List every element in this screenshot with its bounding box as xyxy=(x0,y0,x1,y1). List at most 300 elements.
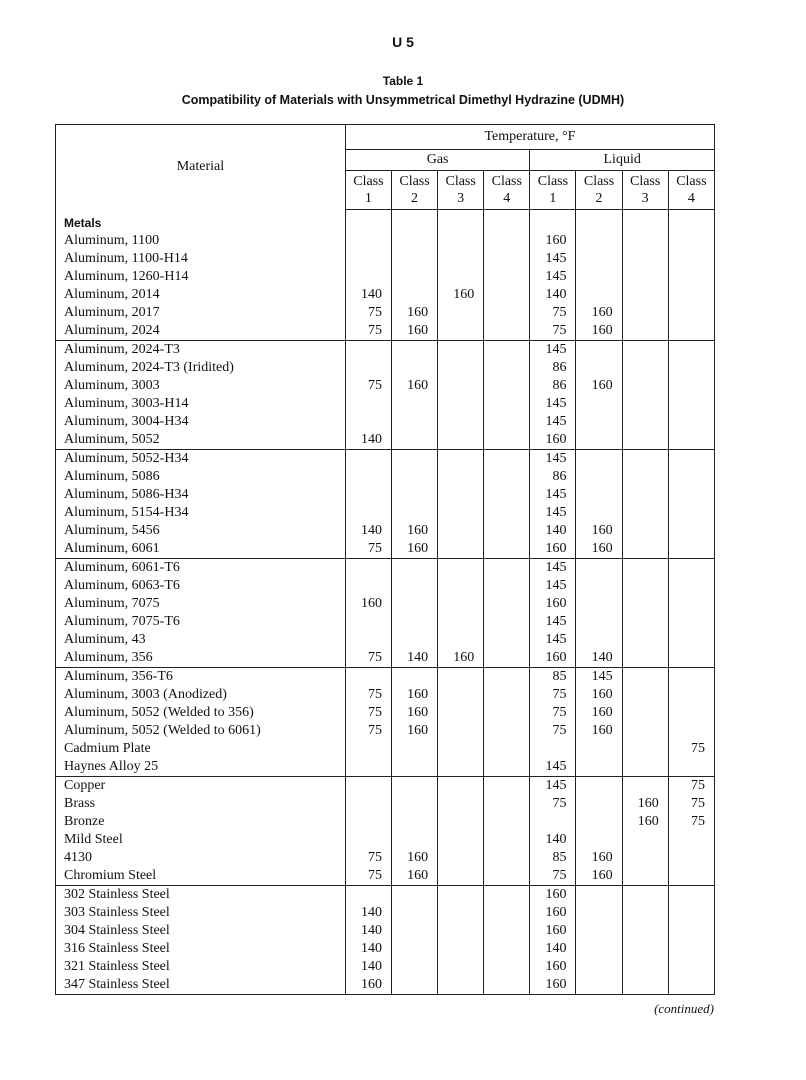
temperature-value xyxy=(438,232,484,250)
temperature-value: 75 xyxy=(345,540,391,559)
gas-class-header: Class 2 xyxy=(391,171,437,210)
temperature-value xyxy=(484,849,530,867)
table-row xyxy=(56,958,715,976)
temperature-value: 140 xyxy=(530,522,576,540)
temperature-value: 75 xyxy=(530,686,576,704)
temperature-value xyxy=(391,468,437,486)
temperature-value: 140 xyxy=(530,831,576,849)
temperature-value xyxy=(391,395,437,413)
temperature-value xyxy=(484,886,530,905)
temperature-value xyxy=(622,450,668,469)
temperature-value xyxy=(391,504,437,522)
temperature-value xyxy=(668,922,714,940)
temperature-value: 160 xyxy=(391,304,437,322)
temperature-value: 86 xyxy=(530,359,576,377)
material-name: Aluminum, 5154-H34 xyxy=(64,505,189,520)
temperature-value xyxy=(438,304,484,322)
temperature-value xyxy=(622,649,668,668)
continued-note: (continued) xyxy=(654,1001,714,1016)
temperature-value: 75 xyxy=(530,867,576,886)
temperature-value xyxy=(668,559,714,578)
temperature-value xyxy=(622,395,668,413)
temperature-value xyxy=(622,758,668,777)
temperature-value: 160 xyxy=(530,886,576,905)
temperature-value xyxy=(391,359,437,377)
material-name: Cadmium Plate xyxy=(64,741,151,756)
temperature-value xyxy=(438,522,484,540)
table-row xyxy=(56,631,715,649)
table-row xyxy=(56,976,715,995)
table-row xyxy=(56,795,715,813)
temperature-value xyxy=(622,577,668,595)
temperature-value xyxy=(576,940,622,958)
temperature-value xyxy=(438,431,484,450)
temperature-value xyxy=(484,504,530,522)
temperature-value xyxy=(622,631,668,649)
temperature-value xyxy=(438,668,484,687)
table-number: Table 1 xyxy=(382,74,424,88)
liquid-class-header: Class 3 xyxy=(622,171,668,210)
temperature-value xyxy=(391,613,437,631)
material-name: Aluminum, 2017 xyxy=(64,305,160,320)
temperature-value xyxy=(345,341,391,360)
temperature-value xyxy=(576,813,622,831)
temperature-value xyxy=(484,940,530,958)
table-row xyxy=(56,431,715,450)
temperature-value xyxy=(345,795,391,813)
temperature-value: 160 xyxy=(391,322,437,341)
temperature-value: 160 xyxy=(391,704,437,722)
temperature-value xyxy=(668,649,714,668)
temperature-value xyxy=(484,649,530,668)
temperature-value xyxy=(576,976,622,995)
temperature-value xyxy=(576,740,622,758)
material-name: Aluminum, 2014 xyxy=(64,287,160,302)
temperature-value xyxy=(668,232,714,250)
temperature-value: 160 xyxy=(576,722,622,740)
temperature-value xyxy=(576,359,622,377)
table-row xyxy=(56,740,715,758)
temperature-value xyxy=(576,486,622,504)
temperature-value xyxy=(484,595,530,613)
temperature-value xyxy=(622,431,668,450)
table-title: Compatibility of Materials with Unsymmetrical Dimethyl Hydrazine (UDMH) xyxy=(181,93,625,107)
temperature-value: 145 xyxy=(530,559,576,578)
material-name: Aluminum, 1100-H14 xyxy=(64,251,188,266)
temperature-value: 75 xyxy=(345,686,391,704)
liquid-class-header: Class 1 xyxy=(530,171,576,210)
temperature-value xyxy=(668,686,714,704)
temperature-value xyxy=(622,304,668,322)
temperature-value xyxy=(576,886,622,905)
temperature-value: 145 xyxy=(530,777,576,796)
temperature-value: 75 xyxy=(345,649,391,668)
page-number: U 5 xyxy=(392,34,414,50)
temperature-value: 140 xyxy=(530,286,576,304)
table-row xyxy=(56,522,715,540)
temperature-value xyxy=(576,777,622,796)
table-row xyxy=(56,831,715,849)
temperature-value xyxy=(438,613,484,631)
temperature-value xyxy=(622,322,668,341)
temperature-value xyxy=(438,813,484,831)
temperature-value: 160 xyxy=(622,795,668,813)
material-name: 4130 xyxy=(64,850,92,865)
temperature-value xyxy=(576,758,622,777)
temperature-value xyxy=(576,450,622,469)
temperature-value xyxy=(484,304,530,322)
material-name: Aluminum, 3003 (Anodized) xyxy=(64,687,227,702)
temperature-value xyxy=(391,886,437,905)
temperature-value xyxy=(622,922,668,940)
temperature-value xyxy=(438,250,484,268)
temperature-value xyxy=(668,613,714,631)
temperature-value: 160 xyxy=(530,540,576,559)
table-row xyxy=(56,486,715,504)
temperature-value xyxy=(484,232,530,250)
temperature-value xyxy=(391,577,437,595)
temperature-value xyxy=(622,904,668,922)
temperature-value xyxy=(484,486,530,504)
temperature-value xyxy=(438,722,484,740)
temperature-value xyxy=(668,486,714,504)
temperature-value xyxy=(668,704,714,722)
liquid-header: Liquid xyxy=(530,150,715,171)
temperature-value xyxy=(622,286,668,304)
temperature-value xyxy=(668,304,714,322)
temperature-value xyxy=(576,904,622,922)
material-name: Aluminum, 3003 xyxy=(64,378,160,393)
temperature-value xyxy=(345,631,391,649)
temperature-value xyxy=(668,722,714,740)
temperature-value: 140 xyxy=(345,940,391,958)
temperature-value xyxy=(622,468,668,486)
temperature-value: 145 xyxy=(530,758,576,777)
temperature-value xyxy=(391,486,437,504)
table-row xyxy=(56,286,715,304)
temperature-value: 160 xyxy=(438,286,484,304)
temperature-value xyxy=(438,577,484,595)
temperature-value xyxy=(668,413,714,431)
temperature-value xyxy=(668,250,714,268)
temperature-value xyxy=(576,958,622,976)
temperature-value xyxy=(345,450,391,469)
gas-header: Gas xyxy=(345,150,530,171)
temperature-value xyxy=(484,613,530,631)
temperature-value xyxy=(391,286,437,304)
material-name: Aluminum, 5086 xyxy=(64,469,160,484)
temperature-value xyxy=(484,813,530,831)
temperature-value xyxy=(622,668,668,687)
temperature-value xyxy=(391,777,437,796)
temperature-value xyxy=(484,904,530,922)
temperature-value xyxy=(484,668,530,687)
temperature-value: 75 xyxy=(345,867,391,886)
temperature-value xyxy=(438,468,484,486)
temperature-value: 160 xyxy=(438,649,484,668)
temperature-value xyxy=(622,777,668,796)
temperature-value xyxy=(438,704,484,722)
temperature-value: 160 xyxy=(576,540,622,559)
material-name: Aluminum, 2024 xyxy=(56,322,346,341)
table-row xyxy=(56,450,715,469)
temperature-value xyxy=(668,341,714,360)
temperature-value xyxy=(438,904,484,922)
temperature-value xyxy=(484,450,530,469)
temperature-value xyxy=(484,250,530,268)
table-row xyxy=(56,613,715,631)
temperature-value xyxy=(622,976,668,995)
temperature-value xyxy=(438,395,484,413)
table-row xyxy=(56,559,715,578)
temperature-value xyxy=(622,595,668,613)
temperature-value xyxy=(576,795,622,813)
temperature-value xyxy=(345,413,391,431)
temperature-value xyxy=(438,976,484,995)
temperature-value xyxy=(438,740,484,758)
temperature-value: 160 xyxy=(576,849,622,867)
temperature-value: 160 xyxy=(576,522,622,540)
material-name: Aluminum, 1260-H14 xyxy=(64,269,189,284)
temperature-value xyxy=(668,577,714,595)
temperature-value xyxy=(484,268,530,286)
temperature-value xyxy=(484,431,530,450)
temperature-value xyxy=(484,322,530,341)
temperature-value: 140 xyxy=(345,922,391,940)
temperature-value: 160 xyxy=(391,540,437,559)
temperature-value: 160 xyxy=(391,522,437,540)
temperature-value xyxy=(391,431,437,450)
temperature-value xyxy=(438,758,484,777)
temperature-value xyxy=(622,486,668,504)
temperature-value: 75 xyxy=(345,704,391,722)
material-name: Haynes Alloy 25 xyxy=(56,758,346,777)
table-row xyxy=(56,922,715,940)
temperature-value xyxy=(622,504,668,522)
table-row xyxy=(56,232,715,250)
material-name: Aluminum, 6061 xyxy=(56,540,346,559)
temperature-value xyxy=(391,922,437,940)
temperature-value xyxy=(484,631,530,649)
table-row xyxy=(56,867,715,886)
temperature-value: 160 xyxy=(530,922,576,940)
temperature-value: 140 xyxy=(391,649,437,668)
temperature-value xyxy=(345,359,391,377)
temperature-value: 160 xyxy=(576,377,622,395)
temperature-value xyxy=(391,450,437,469)
temperature-value xyxy=(438,867,484,886)
section-label: Metals xyxy=(64,216,102,230)
temperature-value: 75 xyxy=(530,722,576,740)
temperature-value xyxy=(622,831,668,849)
temperature-value xyxy=(484,686,530,704)
temperature-value xyxy=(391,595,437,613)
temperature-value: 160 xyxy=(530,649,576,668)
temperature-value xyxy=(438,849,484,867)
material-name: Aluminum, 2024-T3 (Iridited) xyxy=(64,360,234,375)
table-row xyxy=(56,904,715,922)
temperature-value xyxy=(576,831,622,849)
temperature-value: 145 xyxy=(530,250,576,268)
temperature-value xyxy=(576,232,622,250)
temperature-value xyxy=(438,958,484,976)
temperature-value: 75 xyxy=(345,849,391,867)
temperature-value xyxy=(484,958,530,976)
table-row xyxy=(56,886,715,905)
table-row xyxy=(56,377,715,395)
temperature-value: 85 xyxy=(530,668,576,687)
temperature-value xyxy=(576,431,622,450)
temperature-value xyxy=(668,595,714,613)
temperature-value xyxy=(622,849,668,867)
temperature-value xyxy=(484,976,530,995)
temperature-value xyxy=(668,286,714,304)
temperature-value xyxy=(391,940,437,958)
material-name: Aluminum, 7075-T6 xyxy=(64,614,180,629)
temperature-value xyxy=(576,577,622,595)
material-name: 347 Stainless Steel xyxy=(56,976,346,995)
temperature-value xyxy=(668,668,714,687)
temperature-value xyxy=(576,595,622,613)
temperature-value xyxy=(668,431,714,450)
material-name: 316 Stainless Steel xyxy=(64,941,170,956)
temperature-value xyxy=(345,777,391,796)
temperature-value xyxy=(668,958,714,976)
table-row xyxy=(56,577,715,595)
temperature-value xyxy=(391,758,437,777)
temperature-value xyxy=(484,559,530,578)
temperature-value: 160 xyxy=(530,958,576,976)
temperature-value xyxy=(484,831,530,849)
table-row xyxy=(56,758,715,777)
material-name: Aluminum, 7075 xyxy=(64,596,160,611)
temperature-value: 75 xyxy=(668,813,714,831)
temperature-value xyxy=(438,686,484,704)
temperature-value: 145 xyxy=(530,341,576,360)
temperature-value: 160 xyxy=(530,976,576,995)
temperature-value xyxy=(622,722,668,740)
temperature-value xyxy=(438,940,484,958)
temperature-value: 160 xyxy=(576,322,622,341)
temperature-value xyxy=(576,250,622,268)
material-name: Aluminum, 356 xyxy=(56,649,346,668)
temperature-value xyxy=(622,232,668,250)
temperature-value xyxy=(484,377,530,395)
temperature-value xyxy=(438,377,484,395)
temperature-value xyxy=(391,341,437,360)
temperature-value: 75 xyxy=(345,377,391,395)
temperature-value xyxy=(576,413,622,431)
material-name: Aluminum, 3004-H34 xyxy=(64,414,189,429)
temperature-value xyxy=(668,758,714,777)
temperature-value xyxy=(622,704,668,722)
temperature-value xyxy=(622,867,668,886)
temperature-value: 145 xyxy=(530,413,576,431)
material-name: 303 Stainless Steel xyxy=(64,905,170,920)
temperature-value xyxy=(438,322,484,341)
table-row xyxy=(56,813,715,831)
temperature-value xyxy=(576,613,622,631)
temperature-value xyxy=(668,976,714,995)
temperature-value xyxy=(438,595,484,613)
temperature-value xyxy=(345,740,391,758)
temperature-value xyxy=(668,268,714,286)
temperature-value xyxy=(484,740,530,758)
temperature-value: 160 xyxy=(576,304,622,322)
temperature-value xyxy=(438,777,484,796)
table-row xyxy=(56,686,715,704)
temperature-value: 140 xyxy=(345,522,391,540)
temperature-value: 160 xyxy=(576,867,622,886)
temperature-value: 75 xyxy=(530,304,576,322)
temperature-value xyxy=(345,831,391,849)
temperature-value xyxy=(622,940,668,958)
temperature-value: 145 xyxy=(530,268,576,286)
temperature-value xyxy=(576,286,622,304)
temperature-value xyxy=(438,268,484,286)
temperature-value xyxy=(622,559,668,578)
temperature-value xyxy=(345,504,391,522)
temperature-value xyxy=(438,922,484,940)
temperature-value: 140 xyxy=(530,940,576,958)
temperature-value xyxy=(438,341,484,360)
temperature-value xyxy=(622,740,668,758)
temperature-value: 75 xyxy=(345,304,391,322)
temperature-value: 160 xyxy=(391,377,437,395)
temperature-value xyxy=(484,341,530,360)
table-row xyxy=(56,322,715,341)
temperature-value xyxy=(484,758,530,777)
temperature-value: 75 xyxy=(668,740,714,758)
temperature-value xyxy=(668,522,714,540)
temperature-value xyxy=(484,722,530,740)
table-row xyxy=(56,722,715,740)
temperature-value xyxy=(391,250,437,268)
temperature-value: 140 xyxy=(345,958,391,976)
table-row xyxy=(56,250,715,268)
temperature-value xyxy=(668,940,714,958)
temperature-value: 75 xyxy=(668,795,714,813)
temperature-value xyxy=(345,268,391,286)
temperature-value xyxy=(668,450,714,469)
temperature-value xyxy=(622,359,668,377)
material-name: Aluminum, 6061-T6 xyxy=(64,560,180,575)
temperature-value xyxy=(622,413,668,431)
temperature-value xyxy=(345,577,391,595)
temperature-value: 145 xyxy=(576,668,622,687)
temperature-value: 75 xyxy=(345,722,391,740)
temperature-value: 160 xyxy=(576,704,622,722)
temperature-value: 86 xyxy=(530,468,576,486)
table-row xyxy=(56,849,715,867)
temperature-value xyxy=(622,522,668,540)
temperature-value: 160 xyxy=(391,722,437,740)
temperature-value xyxy=(391,232,437,250)
material-name: Chromium Steel xyxy=(56,867,346,886)
temperature-value xyxy=(668,359,714,377)
temperature-value xyxy=(576,395,622,413)
material-name: Aluminum, 43 xyxy=(64,632,146,647)
temperature-value xyxy=(484,540,530,559)
temperature-value: 85 xyxy=(530,849,576,867)
temperature-value: 160 xyxy=(391,686,437,704)
compatibility-table xyxy=(55,124,715,995)
table-row xyxy=(56,777,715,796)
temperature-value xyxy=(622,268,668,286)
temperature-value xyxy=(576,504,622,522)
temperature-value xyxy=(345,395,391,413)
gas-class-header: Class 3 xyxy=(438,171,484,210)
